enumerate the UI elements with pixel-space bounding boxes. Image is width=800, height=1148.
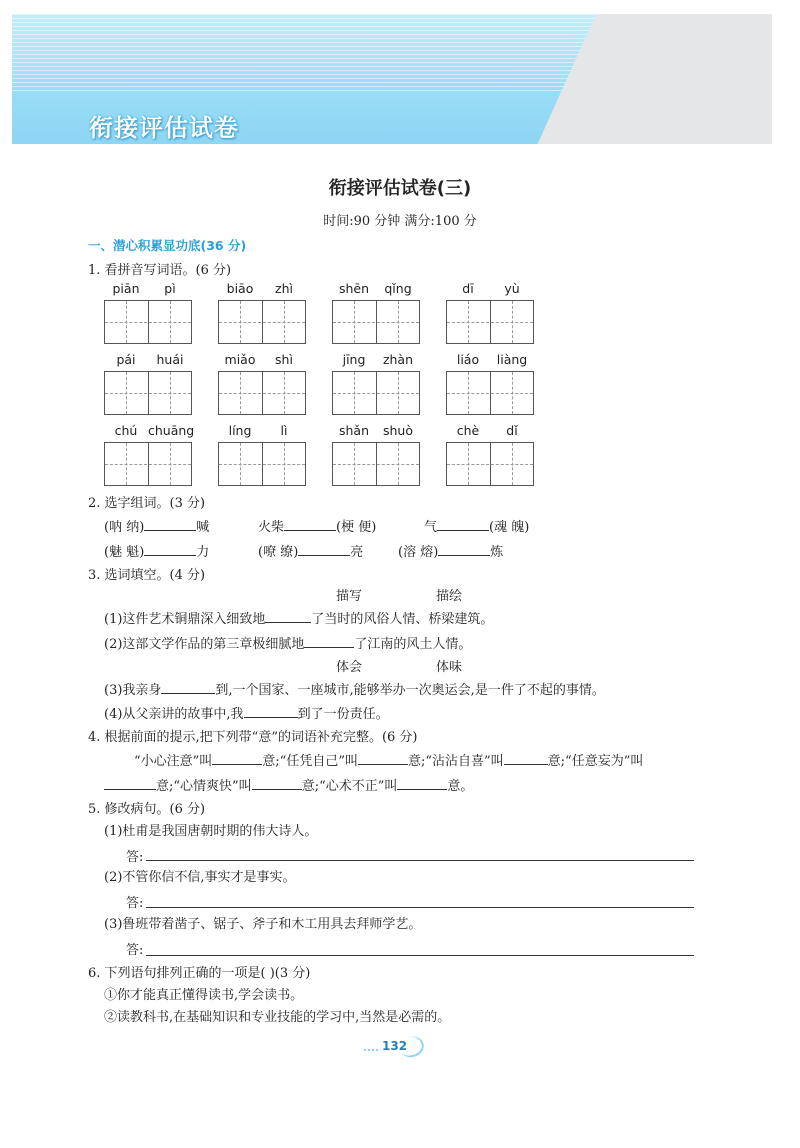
writing-box[interactable] <box>332 442 420 486</box>
page-number <box>378 1037 422 1057</box>
answer-blank[interactable] <box>144 518 196 531</box>
q6-title: 6. 下列语句排列正确的一项是( )(3 分) <box>88 966 311 981</box>
q4-line-1: “小心注意”叫 意;“任凭自己”叫 意;“沾沾自喜”叫 意;“任意妄为”叫 <box>134 754 644 769</box>
q5-sentence-1: (1)杜甫是我国唐朝时期的伟大诗人。 <box>104 824 318 839</box>
pinyin-syllable: miǎo <box>224 352 256 367</box>
writing-box[interactable] <box>218 442 306 486</box>
answer-blank[interactable] <box>252 777 302 790</box>
pinyin-syllable: chuāng <box>148 423 195 438</box>
pinyin-syllable: chè <box>456 423 480 438</box>
pinyin-syllable: shēn <box>338 281 370 296</box>
answer-label: 答: <box>126 943 144 958</box>
answer-blank[interactable] <box>244 705 298 718</box>
q2-title: 2. 选字组词。(3 分) <box>88 496 206 511</box>
q1-title: 1. 看拼音写词语。(6 分) <box>88 263 232 278</box>
q2-r1-c1: 气 <box>424 520 438 535</box>
writing-box[interactable] <box>104 300 192 344</box>
banner-stripes <box>12 14 596 92</box>
q4-title: 4. 根据前面的提示,把下列带“意”的词语补充完整。(6 分) <box>88 730 418 745</box>
q2-row-1c <box>424 516 529 535</box>
q3-title: 3. 选词填空。(4 分) <box>88 568 206 583</box>
answer-blank[interactable] <box>438 543 490 556</box>
pinyin-label <box>104 352 192 368</box>
q3-word-option: 描绘 <box>436 589 463 604</box>
answer-label: 答: <box>126 896 144 911</box>
q2-row-2c <box>398 541 503 560</box>
section-title: 一、潜心积累显功底(36 分) <box>88 238 247 253</box>
q3-word-option: 体味 <box>436 660 463 675</box>
pinyin-label <box>218 352 306 368</box>
writing-box[interactable] <box>218 300 306 344</box>
q6-option-1: ①你才能真正懂得读书,学会读书。 <box>104 988 304 1003</box>
answer-blank[interactable] <box>161 681 215 694</box>
pinyin-syllable: shuò <box>382 423 413 438</box>
q2-r1-b1: 火柴 <box>258 520 285 535</box>
answer-label: 答: <box>126 850 144 865</box>
q3-word-option: 描写 <box>336 589 363 604</box>
q3-sentence-4: (4)从父亲讲的故事中,我 到了一份责任。 <box>104 707 389 722</box>
answer-blank[interactable] <box>437 518 489 531</box>
pinyin-syllable: zhì <box>275 281 293 296</box>
pinyin-syllable: liàng <box>496 352 528 367</box>
answer-blank[interactable] <box>265 610 311 623</box>
pinyin-label <box>332 423 420 439</box>
q2-row-1b <box>258 516 376 535</box>
pinyin-label <box>104 281 192 297</box>
page-number-text: 132 <box>382 1039 408 1053</box>
q6-option-2: ②读教科书,在基础知识和专业技能的学习中,当然是必需的。 <box>104 1010 451 1025</box>
answer-line[interactable] <box>146 955 694 956</box>
pinyin-syllable: piān <box>112 281 140 296</box>
q3-sentence-2: (2)这部文学作品的第三章极细腻地 了江南的风土人情。 <box>104 637 472 652</box>
exam-title: 衔接评估试卷(三) <box>328 178 472 199</box>
pinyin-syllable: pái <box>116 352 136 367</box>
pinyin-syllable: qǐng <box>384 281 412 296</box>
writing-box[interactable] <box>446 300 534 344</box>
q3-word-option: 体会 <box>336 660 363 675</box>
q2-r2-b2: 亮 <box>350 545 364 560</box>
writing-box[interactable] <box>332 300 420 344</box>
q2-row-2b <box>258 541 363 560</box>
writing-box[interactable] <box>104 442 192 486</box>
writing-box[interactable] <box>104 371 192 415</box>
pinyin-syllable: dǐ <box>506 423 518 438</box>
pinyin-syllable: shǎn <box>338 423 370 438</box>
q5-title: 5. 修改病句。(6 分) <box>88 802 206 817</box>
answer-line[interactable] <box>146 907 694 908</box>
q2-r2-a2: 力 <box>196 545 210 560</box>
header-banner <box>12 14 772 144</box>
writing-box[interactable] <box>332 371 420 415</box>
pinyin-syllable: huái <box>156 352 184 367</box>
pinyin-label <box>332 352 420 368</box>
q4-line-2: 意;“心情爽快”叫 意;“心术不正”叫 意。 <box>104 775 473 794</box>
answer-line[interactable] <box>146 860 694 861</box>
pinyin-syllable: líng <box>228 423 252 438</box>
q2-r1-c2: (魂 魄) <box>489 520 530 535</box>
pinyin-syllable: yù <box>504 281 520 296</box>
answer-blank[interactable] <box>304 635 354 648</box>
q2-r2-c2: 炼 <box>490 545 504 560</box>
q2-row-2 <box>104 541 209 560</box>
q2-r1-a1: (呐 纳) <box>104 520 145 535</box>
pinyin-syllable: pì <box>164 281 176 296</box>
pinyin-label <box>104 423 195 439</box>
answer-blank[interactable] <box>397 777 447 790</box>
q2-r2-b1: (嘹 缭) <box>258 545 299 560</box>
pinyin-label <box>218 423 306 439</box>
q2-row-1 <box>104 516 209 535</box>
answer-blank[interactable] <box>144 543 196 556</box>
answer-blank[interactable] <box>298 543 350 556</box>
pinyin-syllable: biāo <box>226 281 254 296</box>
pinyin-syllable: jīng <box>342 352 366 367</box>
pinyin-syllable: liáo <box>456 352 480 367</box>
answer-blank[interactable] <box>504 752 548 765</box>
answer-blank[interactable] <box>284 518 336 531</box>
exam-info: 时间:90 分钟 满分:100 分 <box>323 214 477 229</box>
pinyin-label <box>332 281 420 297</box>
writing-box[interactable] <box>446 442 534 486</box>
pinyin-label <box>446 281 534 297</box>
q5-sentence-2: (2)不管你信不信,事实才是事实。 <box>104 870 296 885</box>
q5-sentence-3: (3)鲁班带着凿子、锯子、斧子和木工用具去拜师学艺。 <box>104 917 422 932</box>
answer-blank[interactable] <box>104 777 156 790</box>
q2-r2-a1: (魅 魁) <box>104 545 145 560</box>
page-number-dots <box>364 1049 378 1051</box>
writing-box[interactable] <box>446 371 534 415</box>
pinyin-syllable: lì <box>280 423 288 438</box>
pinyin-syllable: zhàn <box>382 352 414 367</box>
pinyin-label <box>446 423 534 439</box>
q2-r1-a2: 喊 <box>196 520 210 535</box>
q2-r1-b2: (梗 便) <box>336 520 377 535</box>
pinyin-label <box>446 352 534 368</box>
page-number-arc <box>397 1033 426 1060</box>
q3-sentence-3: (3)我亲身 到,一个国家、一座城市,能够举办一次奥运会,是一件了不起的事情。 <box>104 683 605 698</box>
answer-blank[interactable] <box>358 752 408 765</box>
banner-title: 衔接评估试卷 <box>89 114 239 142</box>
writing-box[interactable] <box>218 371 306 415</box>
pinyin-syllable: chú <box>114 423 138 438</box>
pinyin-syllable: dī <box>462 281 474 296</box>
q3-sentence-1: (1)这件艺术铜鼎深入细致地 了当时的风俗人情、桥梁建筑。 <box>104 612 494 627</box>
pinyin-syllable: shì <box>275 352 293 367</box>
q2-r2-c1: (溶 熔) <box>398 545 439 560</box>
answer-blank[interactable] <box>212 752 262 765</box>
pinyin-label <box>218 281 306 297</box>
